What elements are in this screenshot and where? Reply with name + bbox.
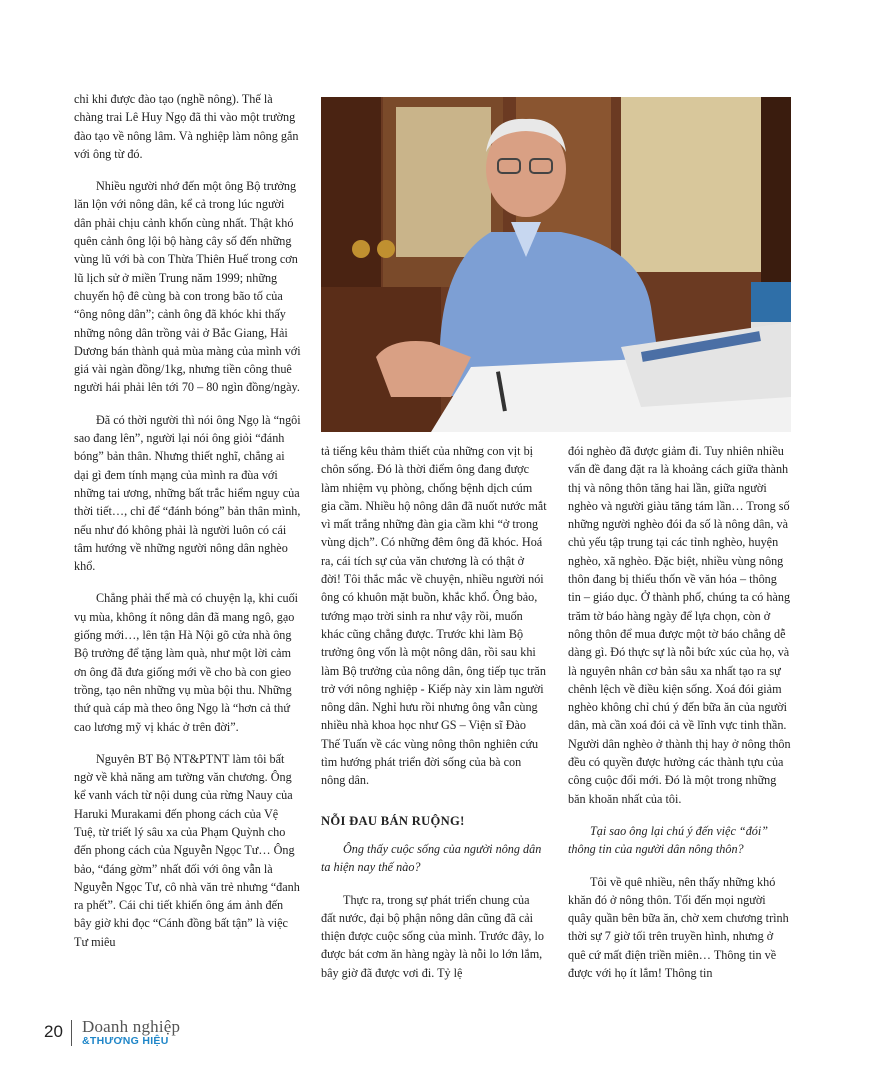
paragraph: đói nghèo đã được giảm đi. Tuy nhiên nhiều vấn đề đang đặt ra là khoảng cách giữa thành thị và nông thôn tăng hai lần, giữa người nghèo và người giàu tăng tám lần… Trong số những người nghèo đói đa số là nông dân, và chủ yếu tập trung tại các tỉnh nghèo, huyện nghèo, xã nghèo. Đặc biệt, nhiều vùng nông thôn đang bị thiếu thốn về văn hóa – thông tin – giáo dục. Ở thành phố, chúng ta có hàng trăm tờ báo hàng ngày để lựa chọn, còn ở nông thôn để mua được một tờ báo chẳng dễ dàng gì. Đó thực sự là nỗi bức xúc của họ, và là nguyên nhân cơ bản sâu xa nhất tạo ra sự chênh lệch về điều kiện sống. Xoá đói giảm nghèo không chỉ chú ý đến bữa ăn của người dân, mà cần xoá đói cả về lĩnh vực tinh thần. Người dân nghèo ở thành thị hay ở nông thôn đều có quyền được hưởng các thành tựu của công cuộc đổi mới. Đó là một trong những băn khoăn nhất của tôi. xyxy=(568,444,791,806)
brand-logo-line2: &THƯƠNG HIỆU xyxy=(82,1035,169,1047)
column-1 xyxy=(74,90,302,965)
paragraph: Nguyên BT Bộ NT&PTNT làm tôi bất ngờ về khả năng am tường văn chương. Ông kể vanh vách từ nội dung của rừng Nauy của Haruki Murakami đến phong cách của Vệ Tuệ, từ triết lý sâu xa của Phạm Quỳnh cho đến phong cách của Nguyễn Ngọc Tư… Ông bảo, “đáng gờm” nhất đối với ông vẫn là Nguyễn Ngọc Tư, cô nhà văn trẻ nhưng “đanh ra phết”. Cái chi tiết khiến ông ám ảnh đến bây giờ khi đọc “Cánh đồng bất tận” là việc Tư miêu xyxy=(74,751,300,949)
paragraph: Đã có thời người thì nói ông Ngọ là “ngôi sao đang lên”, người lại nói ông giỏi “đánh bóng” bản thân. Nhưng thiết nghĩ, chẳng ai dại gì đem tính mạng của mình ra đùa với những tai ương, những bất trắc hiểm nguy của thời tiết…, chỉ để “đánh bóng” bản thân mình, nếu như đó không phải là người luôn có cái tâm hướng về những người nông dân nghèo khổ. xyxy=(74,412,301,574)
column-2 xyxy=(321,442,547,996)
portrait-photo xyxy=(321,97,791,432)
photo-illustration xyxy=(321,97,791,432)
paragraph: Thực ra, trong sự phát triển chung của đất nước, đại bộ phận nông dân cũng đã cải thiện được cuộc sống của mình. Trước đây, lo được bát cơm ăn hàng ngày là nỗi lo lớn lắm, bây giờ đã được vơi đi. Tỷ lệ xyxy=(321,892,544,980)
paragraph: Tôi về quê nhiều, nên thấy những khó khăn đó ở nông thôn. Tối đến mọi người quây quần bên bữa ăn, chờ xem chương trình thời sự 7 giờ tối trên truyền hình, nhưng ở quê cứ mất điện triền miên… Thông tin về được với họ ít lắm! Thông tin xyxy=(568,874,789,981)
paragraph: tả tiếng kêu thảm thiết của những con vịt bị chôn sống. Đó là thời điểm ông đang được làm nhiệm vụ phòng, chống bệnh dịch cúm gia cầm. Nhiều hộ nông dân đã nuốt nước mắt vì mất trắng những đàn gia cầm khi “ở trong vùng dịch”. Có những đêm ông đã khóc. Hoá ra, cái tích sự của văn chương là có thật ở đời! Tôi thắc mắc về chuyện, nhiều người nói ông có khuôn mặt buồn, khắc khổ. Ông bảo, tướng mạo trời sinh ra như vậy rồi, muốn khác cũng chẳng được. Trước khi làm Bộ trưởng ông vốn là một nông dân, rồi sau khi làm Bộ trưởng của nông dân, ông tiếp tục trăn trở với nông nghiệp - Kiếp này xin làm người nông dân. Nghỉ hưu rồi nhưng ông vẫn cùng nhiều nhà khoa học như GS – Viện sĩ Đào Thế Tuấn về các vùng nông thôn nghiên cứu tìm hướng phát triển đời sống của bà con nông dân. xyxy=(321,444,547,788)
paragraph: Nhiều người nhớ đến một ông Bộ trưởng lăn lộn với nông dân, kể cả trong lúc người dân phải chịu cảnh khốn cùng nhất. Thật khó quên cảnh ông lội bộ hàng cây số đến những vùng lũ với bà con Thừa Thiên Huế trong cơn lũ lịch sử ở miền Trung năm 1999; những chuyến hộ đê cùng bà con trong bão tố của “ông nông dân”; cảnh ông đã khóc khi thấy những nông dân trồng vải ở Bắc Giang, Hải Dương bán thành quả mùa màng của mình với giá vài ngàn đồng/1kg, nhưng tiền công thuê người hái phải lên tới 70 – 80 ngìn đồng/ngày. xyxy=(74,179,301,395)
column-3 xyxy=(568,442,792,996)
section-heading: NỖI ĐAU BÁN RUỘNG! xyxy=(321,813,465,828)
paragraph: chỉ khi được đào tạo (nghề nông). Thế là chàng trai Lê Huy Ngọ đã thi vào một trường đào tạo về nông lâm. Và nghiệp làm nông gắn với ông từ đó. xyxy=(74,92,299,161)
footer-divider xyxy=(71,1020,72,1046)
paragraph: Chẳng phải thế mà có chuyện lạ, khi cuối vụ mùa, không ít nông dân đã mang ngô, gạo giống mới…, lên tận Hà Nội gõ cửa nhà ông Bộ trưởng để tặng làm quà, như một lời cảm ơn ông đã đưa giống mới về cho bà con gieo trồng, tạo nên những vụ mùa bội thu. Những thứ quà cáp mà theo ông Ngọ là “hơn cả thứ cao lương mỹ vị khác ở trên đời”. xyxy=(74,591,299,734)
interview-question: Tại sao ông lại chú ý đến việc “đói” thông tin của người dân nông thôn? xyxy=(568,823,769,857)
brand-logo-line1: Doanh nghiệp xyxy=(82,1017,181,1036)
page-number: 20 xyxy=(44,1022,63,1041)
interview-question: Ông thấy cuộc sống của người nông dân ta hiện nay thế nào? xyxy=(321,841,542,875)
